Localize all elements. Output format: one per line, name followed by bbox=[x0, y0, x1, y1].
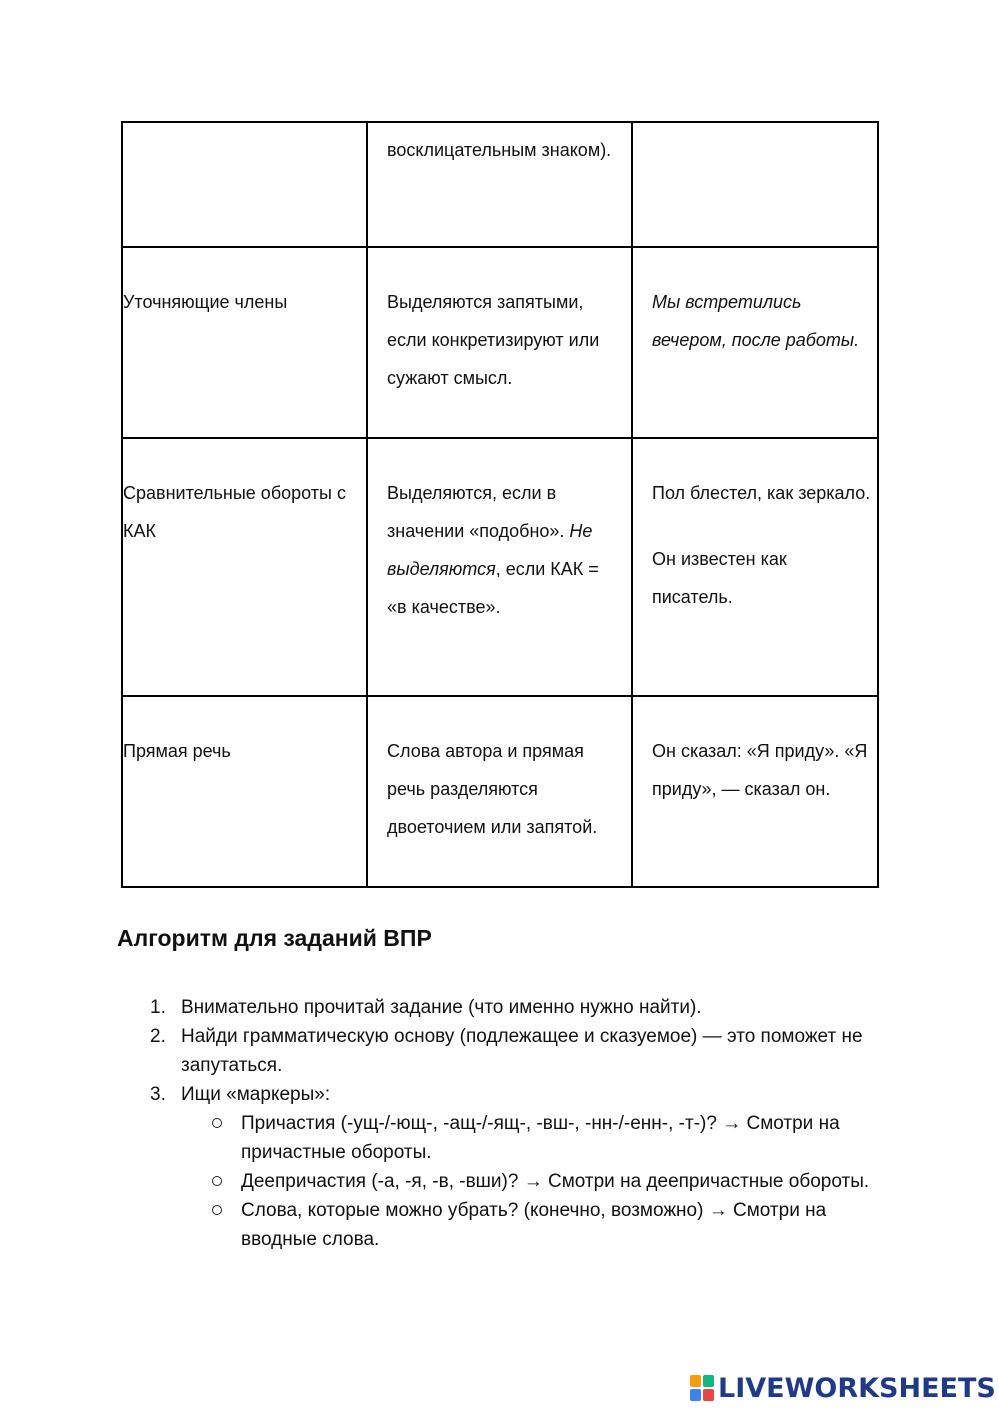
step-text: Ищи «маркеры»: bbox=[181, 1084, 331, 1105]
rule-text: Не выделяются bbox=[387, 521, 593, 579]
step-number: 1. bbox=[150, 997, 166, 1018]
list-item bbox=[150, 993, 890, 1022]
list-item bbox=[150, 1080, 890, 1254]
rule-cell bbox=[367, 696, 632, 887]
circle-bullet-icon bbox=[212, 1205, 222, 1215]
example-cell bbox=[632, 247, 878, 438]
algorithm-steps bbox=[150, 993, 890, 1254]
logo-square bbox=[690, 1389, 701, 1401]
rule-text: Выделяются, если в значении «подобно». bbox=[387, 483, 570, 541]
marker-item bbox=[181, 1167, 890, 1196]
list-item bbox=[150, 1022, 890, 1080]
rules-table bbox=[121, 121, 879, 888]
marker-item bbox=[181, 1196, 890, 1254]
marker-text: Причастия (-ущ-/-ющ-, -ащ-/-ящ-, -вш-, -нн-/-енн-, -т-)? → Смотри на причастные обороты. bbox=[241, 1113, 840, 1163]
section-title: Алгоритм для заданий ВПР bbox=[117, 925, 432, 951]
rule-text: Выделяются запятыми, если конкретизируют или сужают смысл. bbox=[387, 292, 600, 388]
step-text: Найди грамматическую основу (подлежащее и сказуемое) — это поможет не запутаться. bbox=[181, 1026, 863, 1076]
brand-name: LIVEWORKSHEETS bbox=[718, 1372, 996, 1404]
term-cell: Сравнительные обороты с КАК bbox=[122, 438, 367, 696]
circle-bullet-icon bbox=[212, 1118, 222, 1128]
example-text: Мы встретились вечером, после работы. bbox=[652, 292, 860, 350]
brand-logo[interactable] bbox=[690, 1372, 996, 1404]
table-row bbox=[122, 247, 878, 438]
example-cell bbox=[632, 122, 878, 247]
example-cell bbox=[632, 696, 878, 887]
circle-bullet-icon bbox=[212, 1176, 222, 1186]
example-text: Пол блестел, как зеркало. bbox=[652, 483, 871, 503]
step-number: 3. bbox=[150, 1084, 166, 1105]
example-text: Он сказал: «Я приду». «Я приду», — сказал он. bbox=[652, 741, 868, 799]
rule-cell bbox=[367, 438, 632, 696]
logo-square bbox=[703, 1389, 714, 1401]
rule-text: восклицательным знаком). bbox=[387, 140, 612, 160]
table-row bbox=[122, 122, 878, 247]
logo-square bbox=[690, 1375, 701, 1387]
example-text: Он известен как писатель. bbox=[652, 549, 787, 607]
example-cell bbox=[632, 438, 878, 696]
step-number: 2. bbox=[150, 1026, 166, 1047]
logo-square bbox=[703, 1375, 714, 1387]
table-row bbox=[122, 438, 878, 696]
term-cell bbox=[122, 122, 367, 247]
rule-text: Слова автора и прямая речь разделяются двоеточием или запятой. bbox=[387, 741, 598, 837]
term-cell: Уточняющие члены bbox=[122, 247, 367, 438]
markers-list bbox=[181, 1109, 890, 1254]
rule-text: , если КАК = «в качестве». bbox=[387, 559, 599, 617]
rule-cell bbox=[367, 122, 632, 247]
marker-text: Слова, которые можно убрать? (конечно, возможно) → Смотри на вводные слова. bbox=[241, 1200, 827, 1250]
liveworksheets-logo-icon bbox=[690, 1375, 714, 1401]
marker-item bbox=[181, 1109, 890, 1167]
marker-text: Деепричастия (-а, -я, -в, -вши)? → Смотри на деепричастные обороты. bbox=[241, 1171, 870, 1192]
term-cell: Прямая речь bbox=[122, 696, 367, 887]
table-row bbox=[122, 696, 878, 887]
step-text: Внимательно прочитай задание (что именно нужно найти). bbox=[181, 997, 702, 1018]
rule-cell bbox=[367, 247, 632, 438]
